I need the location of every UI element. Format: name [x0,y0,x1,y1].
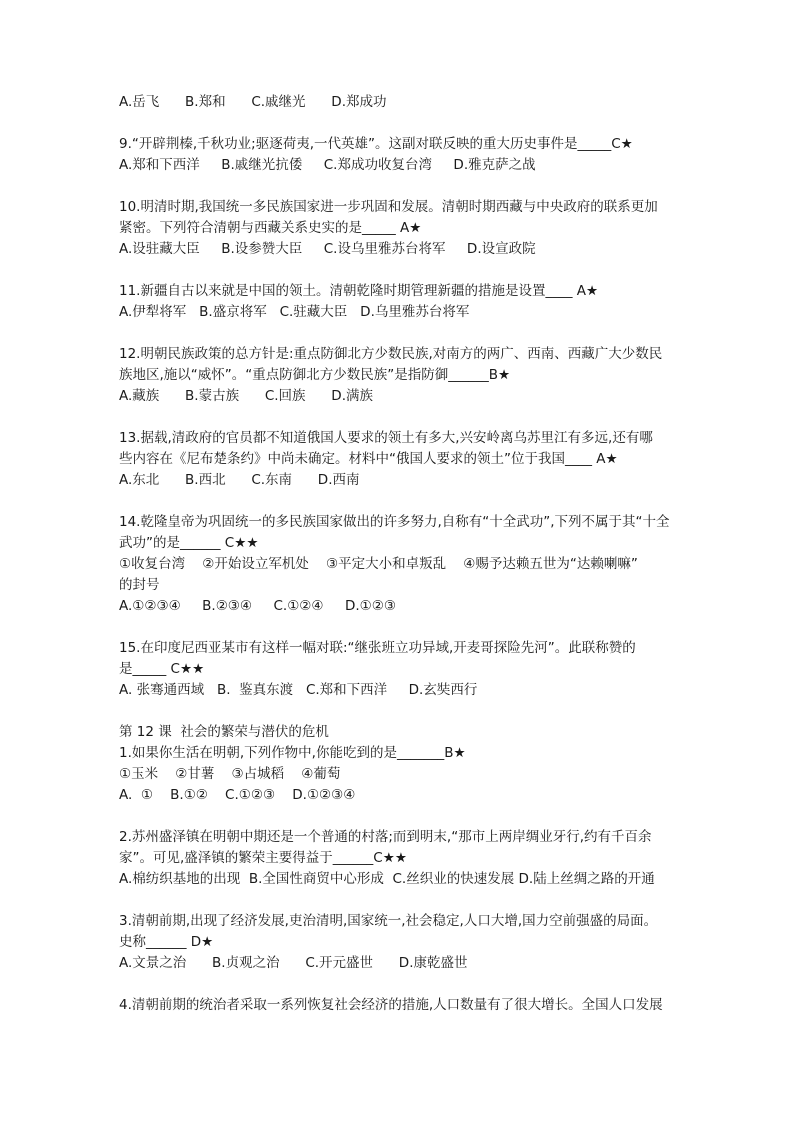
block-gap [119,491,679,512]
text-line: A.设驻藏大臣 B.设参赞大臣 C.设乌里雅苏台将军 D.设宣政院 [119,241,536,257]
text-line: 第 12 课 社会的繁荣与潜伏的危机 [119,724,329,740]
text-line: 1.如果你生活在明朝,下列作物中,你能吃到的是_______B★ [119,745,466,761]
block-gap [119,176,679,197]
block-gap [119,806,679,827]
text-line: 武功”的是______ C★★ [119,535,259,551]
question-block [119,428,679,491]
text-line: A.①②③④ B.②③④ C.①②④ D.①②③ [119,598,396,614]
question-block [119,134,679,176]
text-line: A.棉纺织基地的出现 B.全国性商贸中心形成 C.丝织业的快速发展 D.陆上丝绸之路的开通 [119,871,655,887]
text-line: A. ① B.①② C.①②③ D.①②③④ [119,787,356,803]
block-gap [119,323,679,344]
question-block [119,638,679,701]
question-block [119,344,679,407]
question-block [119,911,679,974]
question-block [119,197,679,260]
text-line: 3.清朝前期,出现了经济发展,吏治清明,国家统一,社会稳定,人口大增,国力空前强盛的局面。 [119,913,658,929]
text-line: 9.“开辟荆榛,千秋功业;驱逐荷夷,一代英雄”。这副对联反映的重大历史事件是_____C★ [119,136,633,152]
text-line: 是_____ C★★ [119,661,205,677]
text-line: 史称______ D★ [119,934,214,950]
question-block [119,92,679,113]
text-line: A.郑和下西洋 B.戚继光抗倭 C.郑成功收复台湾 D.雅克萨之战 [119,157,536,173]
text-line: A.东北 B.西北 C.东南 D.西南 [119,472,360,488]
block-gap [119,407,679,428]
text-line: 些内容在《尼布楚条约》中尚未确定。材料中“俄国人要求的领土”位于我国____ A★ [119,451,618,467]
text-line: A.伊犁将军 B.盛京将军 C.驻藏大臣 D.乌里雅苏台将军 [119,304,470,320]
block-gap [119,113,679,134]
text-line: A.岳飞 B.郑和 C.戚继光 D.郑成功 [119,94,387,110]
question-block [119,722,679,806]
text-line: 紧密。下列符合清朝与西藏关系史实的是_____ A★ [119,220,422,236]
text-line: A. 张骞通西域 B. 鉴真东渡 C.郑和下西洋 D.玄奘西行 [119,682,478,698]
question-block [119,827,679,890]
block-gap [119,617,679,638]
document-page [119,92,679,1016]
text-line: 家”。可见,盛泽镇的繁荣主要得益于______C★★ [119,850,407,866]
text-line: ①玉米 ②甘薯 ③占城稻 ④葡萄 [119,766,341,782]
text-line: 14.乾隆皇帝为巩固统一的多民族国家做出的许多努力,自称有“十全武功”,下列不属于其“十全 [119,514,670,530]
text-line: 4.清朝前期的统治者采取一系列恢复社会经济的措施,人口数量有了很大增长。全国人口发展 [119,997,663,1013]
text-line: 15.在印度尼西亚某市有这样一幅对联:“继张班立功异域,开麦哥探险先河”。此联称赞的 [119,640,636,656]
block-gap [119,260,679,281]
text-line: ①收复台湾 ②开始设立军机处 ③平定大小和卓叛乱 ④赐予达赖五世为“达赖喇嘛” [119,556,638,572]
text-line: 13.据载,清政府的官员都不知道俄国人要求的领土有多大,兴安岭离乌苏里江有多远,还有哪 [119,430,653,446]
block-gap [119,890,679,911]
text-line: 的封号 [119,577,160,593]
text-line: 12.明朝民族政策的总方针是:重点防御北方少数民族,对南方的两广、西南、西藏广大少数民 [119,346,663,362]
text-line: A.藏族 B.蒙古族 C.回族 D.满族 [119,388,373,404]
block-gap [119,701,679,722]
question-block [119,995,679,1016]
text-line: 族地区,施以“威怀”。“重点防御北方少数民族”是指防御______B★ [119,367,511,383]
text-line: A.文景之治 B.贞观之治 C.开元盛世 D.康乾盛世 [119,955,468,971]
question-block [119,512,679,617]
block-gap [119,974,679,995]
question-block [119,281,679,323]
text-line: 10.明清时期,我国统一多民族国家进一步巩固和发展。清朝时期西藏与中央政府的联系更加 [119,199,658,215]
text-line: 11.新疆自古以来就是中国的领土。清朝乾隆时期管理新疆的措施是设置____ A★ [119,283,599,299]
text-line: 2.苏州盛泽镇在明朝中期还是一个普通的村落;而到明末,“那市上两岸绸业牙行,约有千百余 [119,829,652,845]
